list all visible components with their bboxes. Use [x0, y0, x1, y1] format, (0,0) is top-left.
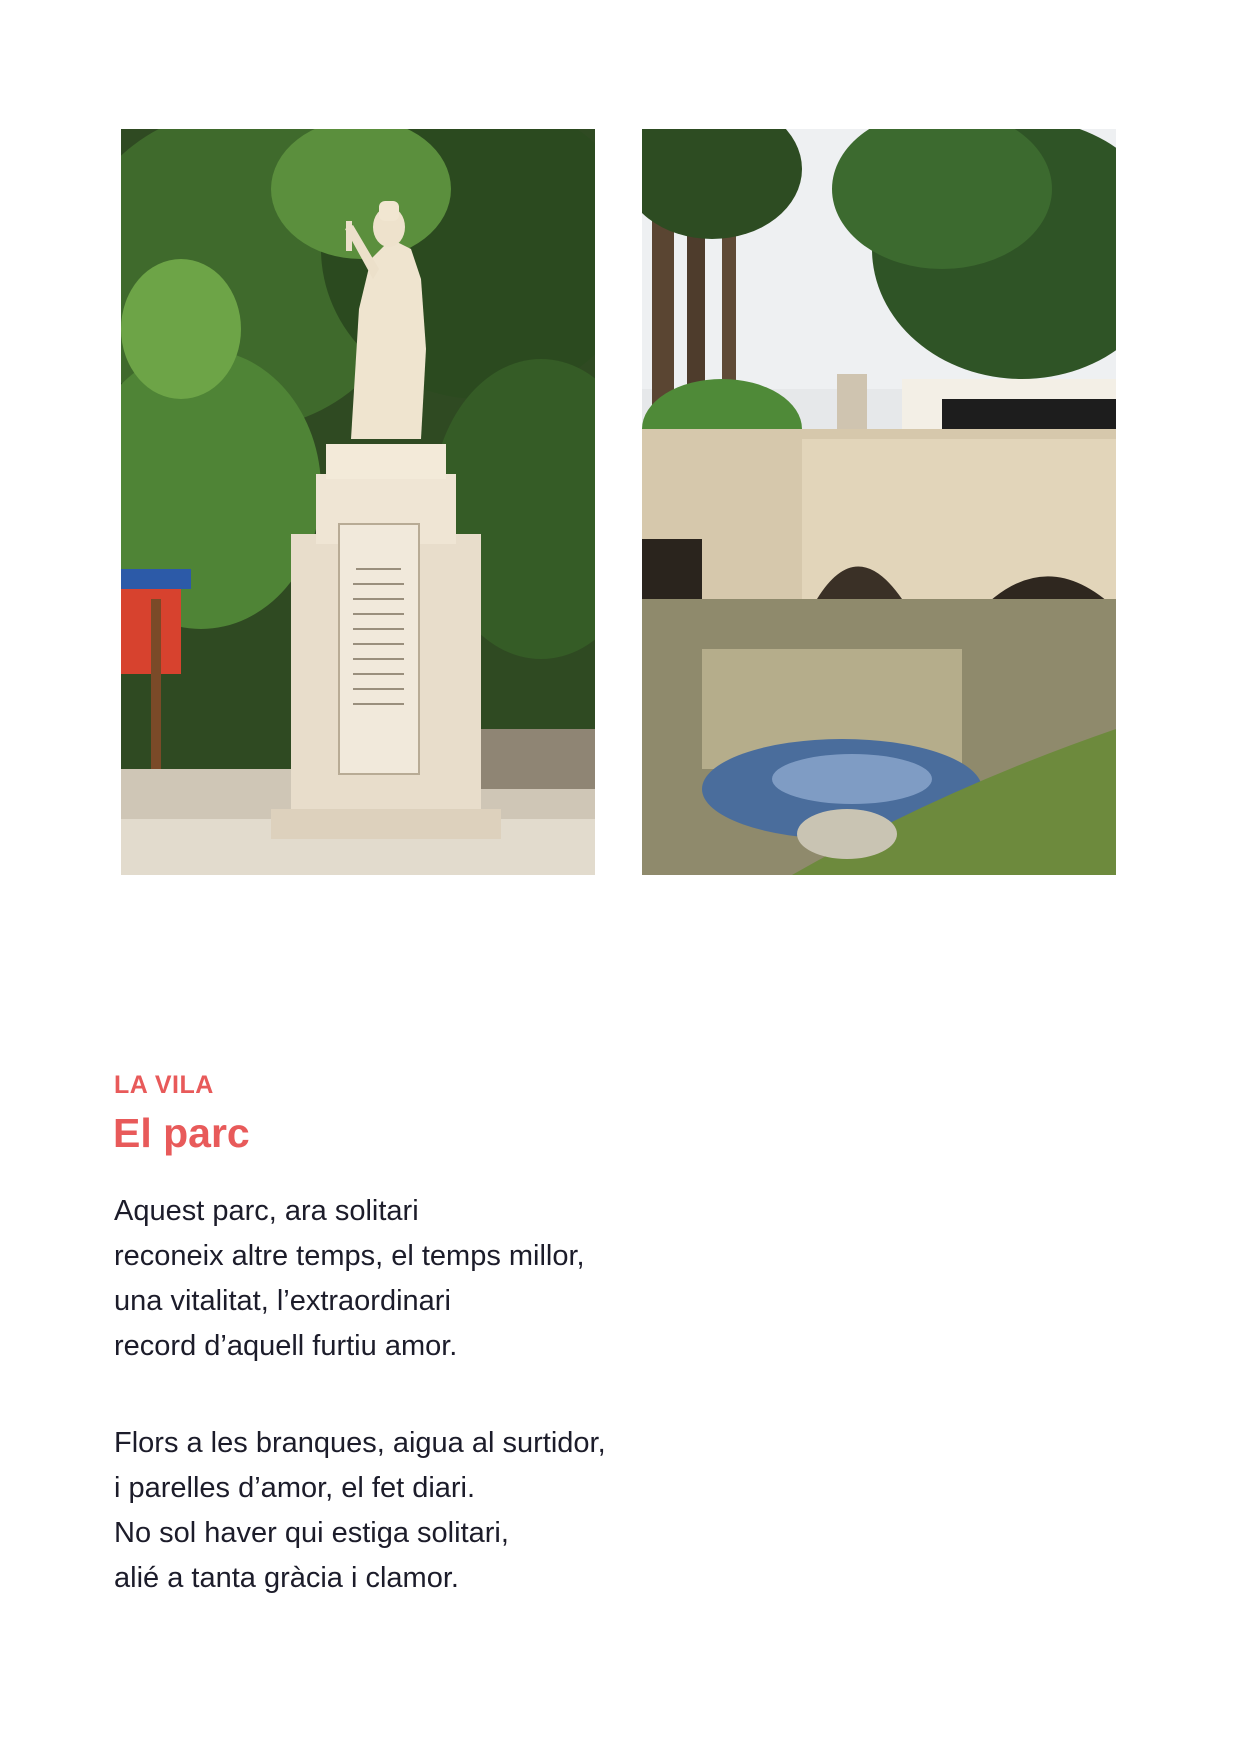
photo-statue	[121, 129, 595, 875]
poem-line: una vitalitat, l’extraordinari	[114, 1285, 451, 1317]
poem-stanza-2	[114, 1421, 606, 1601]
poem-line: i parelles d’amor, el fet diari.	[114, 1472, 476, 1504]
poem-line: record d’aquell furtiu amor.	[114, 1330, 458, 1362]
poem-line: Aquest parc, ara solitari	[114, 1195, 419, 1227]
poem-line: alié a tanta gràcia i clamor.	[114, 1562, 459, 1594]
poem-line: No sol haver qui estiga solitari,	[114, 1517, 509, 1549]
poem-line: Flors a les branques, aigua al surtidor,	[114, 1427, 606, 1459]
photo-bridge	[642, 129, 1116, 875]
page-title: El parc	[113, 1110, 250, 1156]
poem-stanza-1	[114, 1189, 585, 1369]
poem-line: reconeix altre temps, el temps millor,	[114, 1240, 585, 1272]
section-label: LA VILA	[114, 1071, 214, 1099]
